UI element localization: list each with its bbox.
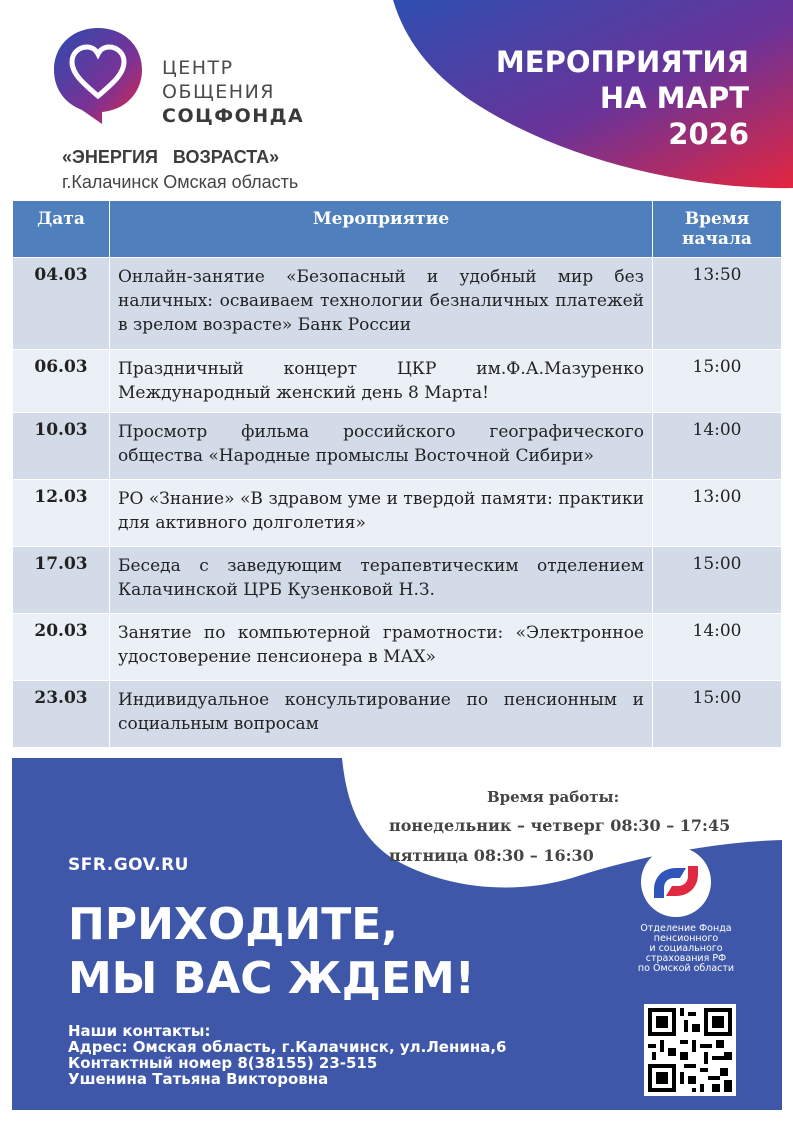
row-event: Занятие по компьютерной грамотности: «Электронное удостоверение пенсионера в МАХ» (110, 614, 653, 681)
row-date: 17.03 (13, 547, 110, 614)
sfr-caption-line: Отделение Фонда (640, 923, 732, 934)
row-date: 23.03 (13, 681, 110, 748)
row-time: 15:00 (653, 681, 782, 748)
title-line-2: НА МАРТ (599, 81, 749, 115)
footer-banner (12, 758, 782, 1110)
qr-code-icon[interactable] (644, 1004, 736, 1096)
hours-weekdays: понедельник – четверг 08:30 – 17:45 (389, 816, 731, 835)
contacts-phone: Контактный номер 8(38155) 23-515 (68, 1054, 378, 1072)
table-row (13, 350, 782, 413)
title-line-1: МЕРОПРИЯТИЯ (495, 45, 749, 79)
row-event: Праздничный концерт ЦКР им.Ф.А.Мазуренко Международный женский день 8 Марта! (110, 350, 653, 413)
header-event: Мероприятие (110, 201, 653, 258)
row-event: Индивидуальное консультирование по пенсионным и социальным вопросам (110, 681, 653, 748)
brand-line-3: СОЦФОНДА (162, 105, 305, 127)
brand-line-1: ЦЕНТР (162, 57, 234, 79)
row-date: 04.03 (13, 258, 110, 350)
sfr-caption-line: и социального (649, 943, 723, 954)
row-event: Онлайн-занятие «Безопасный и удобный мир без наличных: осваиваем технологии безналичных платежей в зрелом возрасте» Банк России (110, 258, 653, 350)
brand-line-2: ОБЩЕНИЯ (162, 81, 275, 103)
hours-friday: пятница 08:30 – 16:30 (389, 846, 594, 865)
contacts-block (68, 1023, 506, 1087)
sfr-caption (618, 924, 754, 974)
sfr-logo-icon (640, 846, 712, 918)
table-row (13, 614, 782, 681)
contacts-title: Наши контакты: (68, 1022, 211, 1040)
row-time: 13:00 (653, 480, 782, 547)
table-row (13, 547, 782, 614)
row-event: Просмотр фильма российского географического общества «Народные промыслы Восточной Сибири» (110, 413, 653, 480)
row-date: 12.03 (13, 480, 110, 547)
contacts-person: Ушенина Татьяна Викторовна (68, 1070, 329, 1088)
slogan-line-1: ПРИХОДИТЕ, (68, 899, 399, 950)
page-title (496, 44, 749, 152)
club-name: «ЭНЕРГИЯ ВОЗРАСТА» (62, 147, 280, 167)
site-link[interactable]: SFR.GOV.RU (68, 855, 189, 875)
row-event: Беседа с заведующим терапевтическим отделением Калачинской ЦРБ Кузенковой Н.З. (110, 547, 653, 614)
row-time: 14:00 (653, 413, 782, 480)
hours-title: Время работы: (487, 788, 620, 806)
row-time: 14:00 (653, 614, 782, 681)
header-time: Время начала (653, 201, 782, 258)
row-time: 15:00 (653, 350, 782, 413)
events-table (12, 200, 782, 748)
slogan-line-2: МЫ ВАС ЖДЕМ! (68, 953, 475, 1004)
city-label: г.Калачинск Омская область (62, 172, 299, 192)
sfr-caption-line: страхования РФ (645, 953, 727, 964)
sfr-caption-line: пенсионного (653, 933, 719, 944)
heart-chat-logo-icon (50, 24, 146, 128)
table-row (13, 413, 782, 480)
contacts-address: Адрес: Омская область, г.Калачинск, ул.Ленина,6 (68, 1038, 507, 1056)
row-event: РО «Знание» «В здравом уме и твердой памяти: практики для активного долголетия» (110, 480, 653, 547)
table-row (13, 258, 782, 350)
row-date: 20.03 (13, 614, 110, 681)
row-date: 06.03 (13, 350, 110, 413)
table-row (13, 681, 782, 748)
row-time: 13:50 (653, 258, 782, 350)
sfr-caption-line: по Омской области (637, 963, 735, 974)
table-row (13, 480, 782, 547)
row-date: 10.03 (13, 413, 110, 480)
slogan (68, 898, 475, 1006)
table-header-row (13, 201, 782, 258)
row-time: 15:00 (653, 547, 782, 614)
header-date: Дата (13, 201, 110, 258)
brand-name (162, 56, 304, 128)
title-line-3: 2026 (668, 117, 749, 151)
